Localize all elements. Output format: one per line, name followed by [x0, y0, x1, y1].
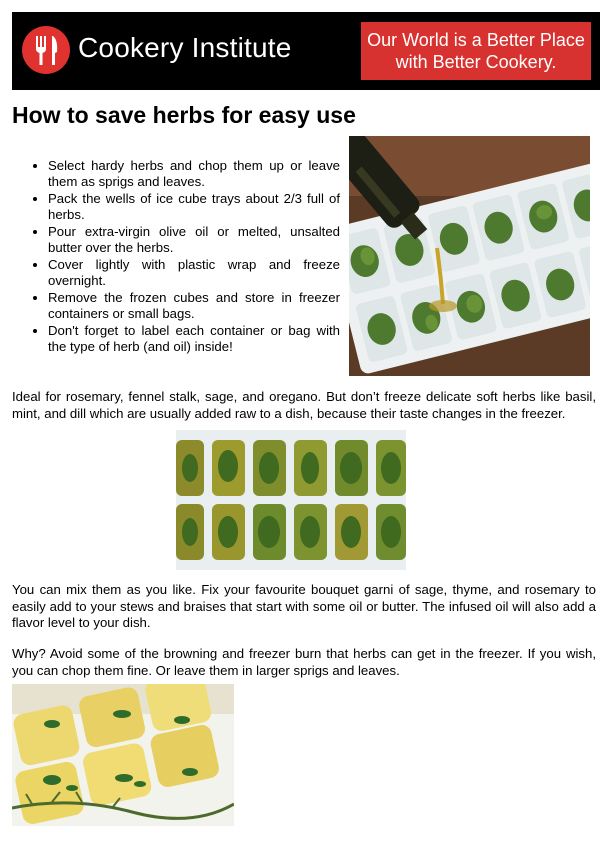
photo-oil-pouring-into-tray	[349, 136, 590, 376]
photo-butter-herb-cubes	[12, 684, 234, 826]
paragraph-mix: You can mix them as you like. Fix your favourite bouquet garni of sage, thyme, and rosemary to easily add to your stews and braises that start with some oil or butter. The infused oil will also add a flavor level to your dish.	[12, 582, 596, 630]
step-item: • Select hardy herbs and chop them up or leave them as sprigs and leaves.	[48, 158, 340, 190]
step-item: • Pour extra-virgin olive oil or melted, unsalted butter over the herbs.	[48, 224, 340, 256]
step-item: • Remove the frozen cubes and store in freezer containers or small bags.	[48, 290, 340, 322]
paragraph-ideal: Ideal for rosemary, fennel stalk, sage, and oregano. But don’t freeze delicate soft herbs like basil, mint, and dill which are usually added raw to a dish, because their taste changes in the freezer.	[12, 389, 596, 421]
fork-knife-icon	[22, 26, 70, 74]
photo-herb-cube-tray	[176, 430, 406, 570]
tagline-line-1: Our World is a Better Place	[367, 30, 585, 50]
page-title: How to save herbs for easy use	[12, 102, 356, 128]
tagline-banner	[361, 22, 591, 80]
step-item: • Don't forget to label each container or bag with the type of herb (and oil) inside!	[48, 323, 340, 355]
steps-list	[12, 158, 340, 356]
brand-name: Cookery Institute	[78, 32, 292, 63]
step-item: • Cover lightly with plastic wrap and freeze overnight.	[48, 257, 340, 289]
paragraph-why: Why? Avoid some of the browning and freezer burn that herbs can get in the freezer. If you wish, you can chop them fine. Or leave them in larger sprigs and leaves.	[12, 646, 596, 678]
step-item: • Pack the wells of ice cube trays about 2/3 full of herbs.	[48, 191, 340, 223]
site-header	[12, 12, 600, 90]
tagline-line-2: with Better Cookery.	[395, 52, 557, 72]
